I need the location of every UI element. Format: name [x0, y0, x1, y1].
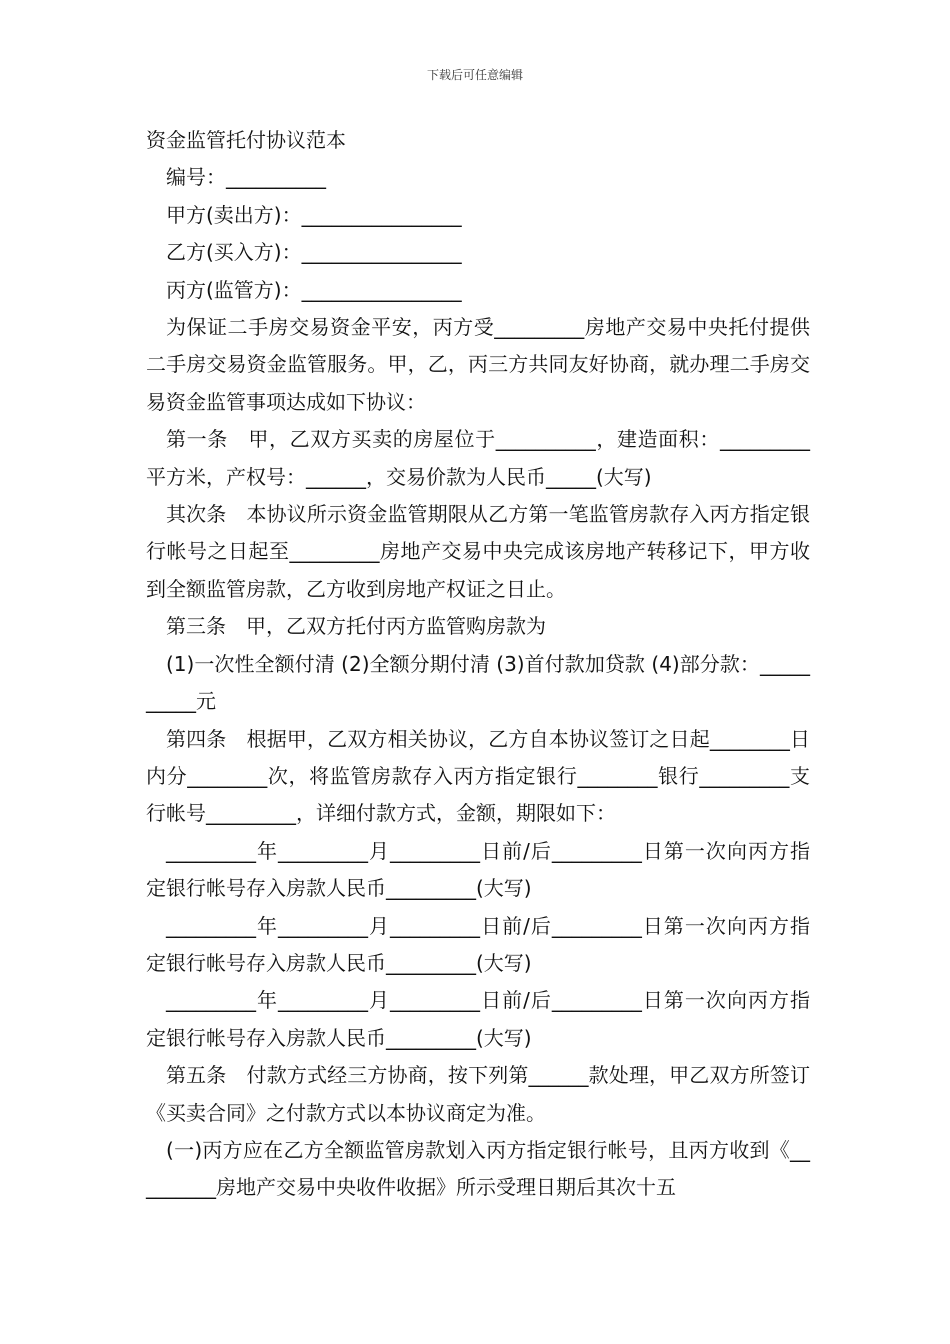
paragraph-article-5: 第五条 付款方式经三方协商，按下列第______款处理，甲乙双方所签订《买卖合同》之付款方式以本协议商定为准。 — [146, 1063, 810, 1125]
paragraph-article-1: 第一条 甲，乙双方买卖的房屋位于__________，建造面积：_________平方米，产权号：______，交易价款为人民币_____(大写) — [146, 427, 810, 489]
page-header-note: 下载后可任意编辑 — [426, 68, 523, 82]
paragraph-article-2: 其次条 本协议所示资金监管期限从乙方第一笔监管房款存入丙方指定银行帐号之日起至_________房地产交易中央完成该房地产转移记下，甲方收到全额监管房款，乙方收到房地产权证之日止。 — [146, 502, 810, 601]
paragraph-installment-3: _________年_________月_________日前/后_________日第一次向丙方指定银行帐号存入房款人民币_________(大写) — [146, 988, 810, 1050]
paragraph-installment-2: _________年_________月_________日前/后_________日第一次向丙方指定银行帐号存入房款人民币_________(大写) — [146, 913, 810, 975]
paragraph-article-4: 第四条 根据甲，乙双方相关协议，乙方自本协议签订之日起________日内分________次，将监管房款存入丙方指定银行________银行_________支行帐号_________，详细付款方式，金额，期限如下： — [146, 726, 810, 826]
paragraph-party-a: 甲方(卖出方)：________________ — [166, 202, 462, 227]
paragraph-article-3: 第三条 甲，乙双方托付丙方监管购房款为 — [166, 614, 546, 639]
paragraph-party-c: 丙方(监管方)：________________ — [166, 277, 462, 302]
paragraph-payment-options: (1)一次性全额付清 (2)全额分期付清 (3)首付款加贷款 (4)部分款：__________元 — [146, 651, 810, 714]
paragraph-installment-1: _________年_________月_________日前/后_________日第一次向丙方指定银行帐号存入房款人民币_________(大写) — [146, 838, 810, 901]
paragraph-clause-1: (一)丙方应在乙方全额监管房款划入丙方指定银行帐号，且丙方收到《_________房地产交易中央收件收据》所示受理日期后其次十五 — [146, 1137, 810, 1200]
paragraph-contract-number: 编号：__________ — [166, 165, 326, 190]
document-body — [146, 122, 810, 1207]
document-title: 资金监管托付协议范本 — [146, 128, 346, 152]
paragraph-preamble: 为保证二手房交易资金平安，丙方受_________房地产交易中央托付提供二手房交易资金监管服务。甲，乙，丙三方共同友好协商，就办理二手房交易资金监管事项达成如下协议： — [146, 315, 810, 414]
paragraph-party-b: 乙方(买入方)：________________ — [166, 240, 462, 265]
